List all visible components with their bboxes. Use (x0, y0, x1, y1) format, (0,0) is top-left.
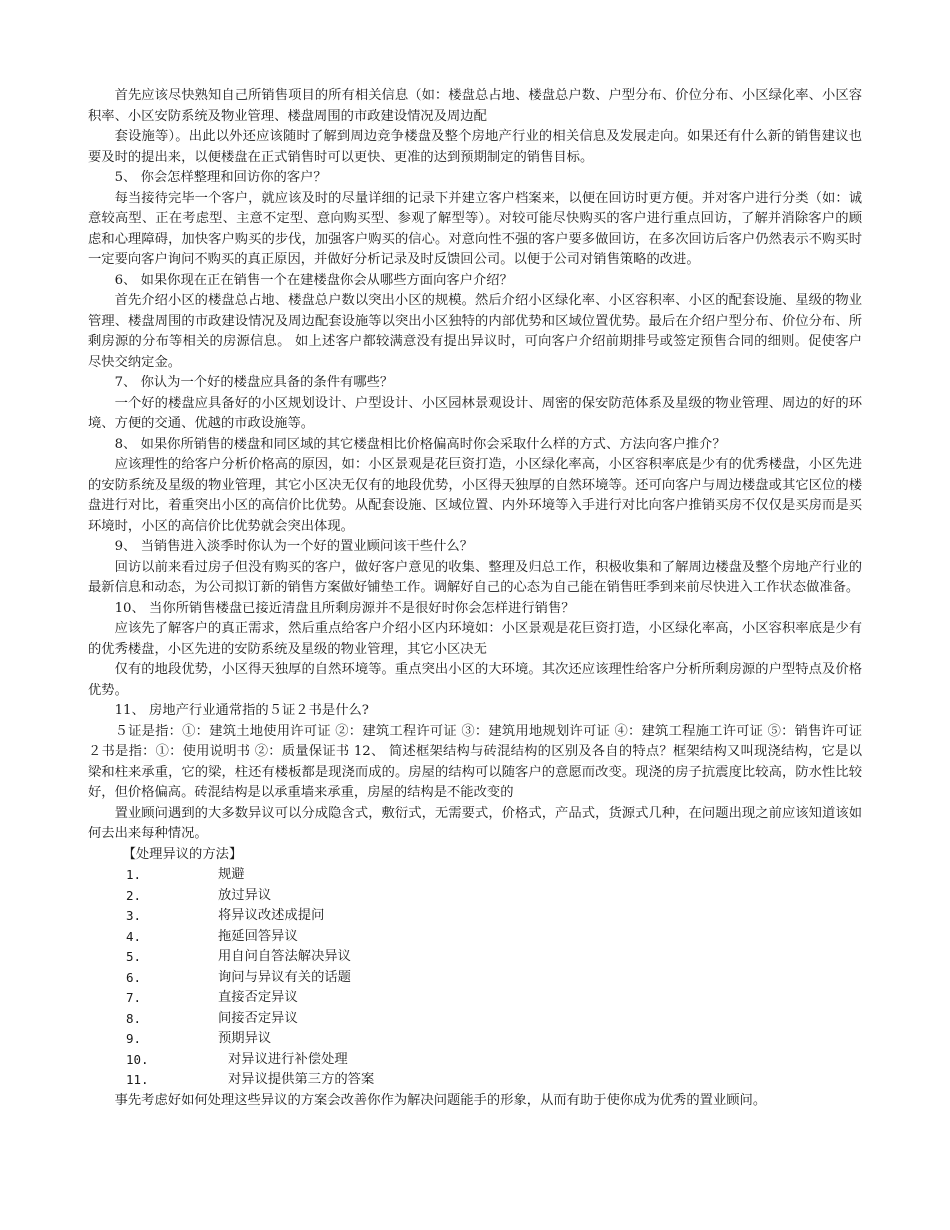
method-text: 用自问自答法解决异议 (218, 949, 351, 964)
question-heading: 10、 当你所销售楼盘已接近清盘且所剩房源并不是很好时你会怎样进行销售？ (114, 600, 575, 616)
question-heading: 9、 当销售进入淡季时你认为一个好的置业顾问该干些什么？ (114, 539, 473, 554)
method-item (88, 906, 862, 927)
method-item (88, 1050, 862, 1071)
closing-paragraph: 事先考虑好如何处理这些异议的方案会改善你作为解决问题能手的形象，从而有助于使你成为优秀的置业顾问。 (114, 1092, 767, 1108)
method-text: 预期异议 (218, 1031, 272, 1046)
method-number: 8. (126, 1010, 142, 1026)
body-paragraph: 仅有的地段优势，小区得天独厚的自然环境等。重点突出小区的大环境。其次还应该理性给客户分析所剩房源的户型特点及价格优势。 (88, 662, 862, 698)
method-text: 询问与异议有关的话题 (218, 969, 351, 985)
body-paragraph: 套设施等）。出此以外还应该随时了解到周边竞争楼盘及整个房地产行业的相关信息及发展走向。如果还有什么新的销售建议也要及时的提出来，以便楼盘在正式销售时可以更快、更准的达到预期制定的销售目标。 (88, 129, 862, 165)
method-number: 7. (126, 990, 142, 1005)
method-item (88, 1070, 862, 1091)
method-number: 3. (126, 908, 142, 923)
method-text: 拖延回答异议 (218, 928, 298, 944)
body-paragraph: 应该先了解客户的真正需求，然后重点给客户介绍小区内环境如：小区景观是花巨资打造，小区绿化率高，小区容积率底是少有的优秀楼盘，小区先进的安防系统及星级的物业管理，其它小区决无 (88, 621, 862, 657)
question-heading: 7、 你认为一个好的楼盘应具备的条件有哪些？ (114, 375, 394, 390)
method-number: 6. (126, 969, 142, 985)
question-heading: 11、 房地产行业通常指的５证２书是什么? (114, 703, 369, 718)
method-item (88, 1029, 862, 1050)
method-text: 对异议提供第三方的答案 (228, 1072, 375, 1087)
method-number: 9. (126, 1031, 142, 1046)
body-paragraph: ５证是指：①：建筑土地使用许可证 ②：建筑工程许可证 ③：建筑用地规划许可证 ④：建筑工程施工许可证 ⑤：销售许可证 ２书是指：①：使用说明书 ②：质量保证书 12、 简述框架结构与砖混结构的区别及各自的特点？框架结构又叫现浇结构，它是以梁和柱来承重，它的梁，柱还有楼板都是现浇而成的。房屋的结构可以随客户的意愿而改变。现浇的房子抗震度比较高，防水性比较好，但价格偏高。砖混结构是以承重墙来承重，房屋的结构是不能改变的 (88, 723, 862, 800)
method-item (88, 968, 862, 989)
question-heading: 8、 如果你所销售的楼盘和同区域的其它楼盘相比价格偏高时你会采取什么样的方式、方法向客户推介？ (114, 436, 726, 452)
method-item (88, 865, 862, 886)
methods-heading: 【处理异议的方法】 (122, 846, 243, 862)
method-text: 对异议进行补偿处理 (228, 1051, 348, 1067)
method-item (88, 927, 862, 948)
body-paragraph: 应该理性的给客户分析价格高的原因，如：小区景观是花巨资打造，小区绿化率高，小区容积率底是少有的优秀楼盘，小区先进的安防系统及星级的物业管理，其它小区决无仅有的地段优势，小区得天独厚的自然环境等。还可向客户与周边楼盘或其它区位的楼盘进行对比，着重突出小区的高信价比优势。从配套设施、区域位置、内外环境等入手进行对比向客户推销买房不仅仅是买房而是买环境时，小区的高信价比优势就会突出体现。 (88, 457, 862, 534)
document-page (88, 86, 862, 1111)
method-number: 4. (126, 928, 142, 944)
method-number: 5. (126, 949, 142, 964)
question-heading: 5、 你会怎样整理和回访你的客户？ (114, 170, 327, 185)
method-item (88, 886, 862, 907)
body-paragraph: 一个好的楼盘应具备好的小区规划设计、户型设计、小区园林景观设计、周密的保安防范体系及星级的物业管理、周边的好的环境、方便的交通、优越的市政设施等。 (88, 395, 862, 431)
method-item (88, 988, 862, 1009)
methods-list (88, 865, 862, 1091)
method-text: 放过异议 (218, 887, 272, 903)
method-item (88, 1009, 862, 1030)
method-number: 10. (126, 1051, 149, 1067)
method-text: 规避 (218, 867, 245, 882)
body-paragraph: 首先应该尽快熟知自己所销售项目的所有相关信息（如：楼盘总占地、楼盘总户数、户型分布、价位分布、小区绿化率、小区容积率、小区安防系统及物业管理、楼盘周围的市政建设情况及周边配 (88, 88, 862, 124)
document-body (88, 86, 862, 845)
body-paragraph: 首先介绍小区的楼盘总占地、楼盘总户数以突出小区的规模。然后介绍小区绿化率、小区容积率、小区的配套设施、星级的物业管理、楼盘周围的市政建设情况及周边配套设施等以突出小区独特的内部优势和区域位置优势。最后在介绍户型分布、价位分布、所剩房源的分布等相关的房源信息。 如上述客户都较满意没有提出异议时，可向客户介绍前期排号或签定预售合同的细则。促使客户尽快交纳定金。 (88, 293, 862, 370)
method-number: 11. (126, 1072, 149, 1087)
method-number: 2. (126, 887, 142, 903)
body-paragraph: 每当接待完毕一个客户，就应该及时的尽量详细的记录下并建立客户档案来，以便在回访时更方便。并对客户进行分类（如：诚意较高型、正在考虑型、主意不定型、意向购买型、参观了解型等）。对较可能尽快购买的客户进行重点回访，了解并消除客户的顾虑和心理障碍，加快客户购买的步伐，加强客户购买的信心。对意向性不强的客户要多做回访，在多次回访后客户仍然表示不购买时一定要向客户询问不购买的真正原因，并做好分析记录及时反馈回公司。以便于公司对销售策略的改进。 (88, 190, 862, 267)
method-text: 直接否定异议 (218, 990, 298, 1005)
method-text: 间接否定异议 (218, 1010, 298, 1026)
body-paragraph: 置业顾问遇到的大多数异议可以分成隐含式，敷衍式，无需要式，价格式，产品式，货源式几种，在问题出现之前应该知道该如何去出来每种情况。 (88, 805, 862, 841)
method-text: 将异议改述成提问 (218, 908, 325, 923)
method-item (88, 947, 862, 968)
body-paragraph: 回访以前来看过房子但没有购买的客户，做好客户意见的收集、整理及归总工作，积极收集和了解周边楼盘及整个房地产行业的最新信息和动态，为公司拟订新的销售方案做好铺垫工作。调解好自己的心态为自己能在销售旺季到来前尽快进入工作状态做准备。 (88, 559, 862, 595)
method-number: 1. (126, 867, 142, 882)
question-heading: 6、 如果你现在正在销售一个在建楼盘你会从哪些方面向客户介绍？ (114, 272, 513, 288)
